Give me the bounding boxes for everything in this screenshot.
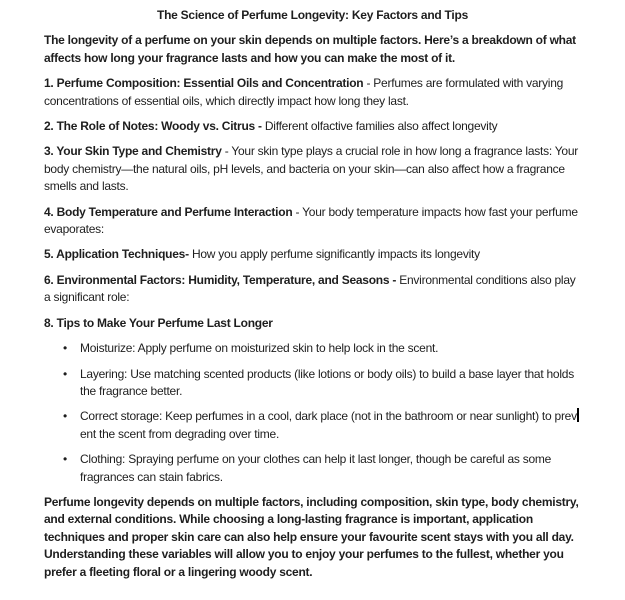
- bullet-icon: •: [63, 366, 67, 381]
- section-4-heading: 4. Body Temperature and Perfume Interaction: [44, 204, 293, 219]
- section-paragraph-6[interactable]: [44, 272, 581, 307]
- section-4-body: - Your body temperature impacts how fast your perfume evaporates:: [44, 204, 578, 237]
- text-cursor: [577, 408, 578, 422]
- section-3-body: - Your skin type plays a crucial role in how long a fragrance lasts: Your body chemistry—the natural oils, pH levels, and bacteria on your skin—can also affect how a fragrance smells and lasts.: [44, 144, 579, 194]
- section-5-body: How you apply perfume significantly impacts its longevity: [188, 247, 480, 262]
- bullet-text-before-cursor: Correct storage: Keep perfumes in a cool, dark place (not in the bathroom or near sunlight) to prev: [80, 409, 577, 424]
- bullet-icon: •: [63, 452, 67, 467]
- tips-list: [44, 340, 581, 486]
- section-paragraph-2[interactable]: [44, 118, 581, 135]
- section-1-heading: 1. Perfume Composition: Essential Oils and Concentration: [44, 76, 364, 91]
- tips-heading[interactable]: 8. Tips to Make Your Perfume Last Longer: [44, 315, 273, 330]
- tips-list-item-moisturize[interactable]: [63, 340, 581, 357]
- section-2-heading: 2. The Role of Notes: Woody vs. Citrus -: [44, 119, 265, 134]
- tips-list-item-correct-storage[interactable]: [63, 408, 581, 443]
- conclusion-paragraph[interactable]: Perfume longevity depends on multiple factors, including composition, skin type, body chemistry, and external conditions. While choosing a long-lasting fragrance is important, application techniques and proper skin care can also help ensure your favourite scent stays with you all day. Understanding these variables will allow you to enjoy your perfumes to the fullest, whether you prefer a fleeting floral or a lingering woody scent.: [44, 494, 579, 579]
- section-paragraph-4[interactable]: [44, 204, 581, 239]
- section-paragraph-5[interactable]: [44, 246, 581, 263]
- section-1-body: - Perfumes are formulated with varying concentrations of essential oils, which directly impact how long they last.: [44, 76, 564, 108]
- section-6-body: Environmental conditions also play a significant role:: [44, 272, 576, 305]
- section-paragraph-1[interactable]: [44, 75, 581, 110]
- tips-list-item-clothing[interactable]: [63, 451, 581, 486]
- section-2-body: Different olfactive families also affect longevity: [264, 119, 498, 134]
- bullet-icon: •: [63, 409, 67, 424]
- bullet-text: Layering: Use matching scented products (like lotions or body oils) to build a base layer that holds the fragrance better.: [80, 366, 574, 398]
- document-title[interactable]: The Science of Perfume Longevity: Key Factors and Tips: [156, 8, 469, 22]
- section-3-heading: 3. Your Skin Type and Chemistry: [44, 144, 222, 159]
- bullet-text: Clothing: Spraying perfume on your clothes can help it last longer, though be careful as some fragrances can stain fabrics.: [80, 452, 552, 484]
- bullet-text-after-cursor: ent the scent from degrading over time.: [80, 426, 280, 441]
- bullet-text: Moisturize: Apply perfume on moisturized skin to help lock in the scent.: [80, 341, 439, 356]
- bullet-icon: •: [63, 341, 67, 356]
- section-5-heading: 5. Application Techniques-: [44, 247, 189, 262]
- tips-list-item-layering[interactable]: [63, 366, 581, 401]
- intro-paragraph[interactable]: The longevity of a perfume on your skin depends on multiple factors. Here’s a breakdown of what affects how long your fragrance lasts and how you can make the most of it.: [44, 33, 576, 65]
- section-6-heading: 6. Environmental Factors: Humidity, Temperature, and Seasons -: [44, 272, 400, 287]
- section-paragraph-3[interactable]: [44, 143, 581, 195]
